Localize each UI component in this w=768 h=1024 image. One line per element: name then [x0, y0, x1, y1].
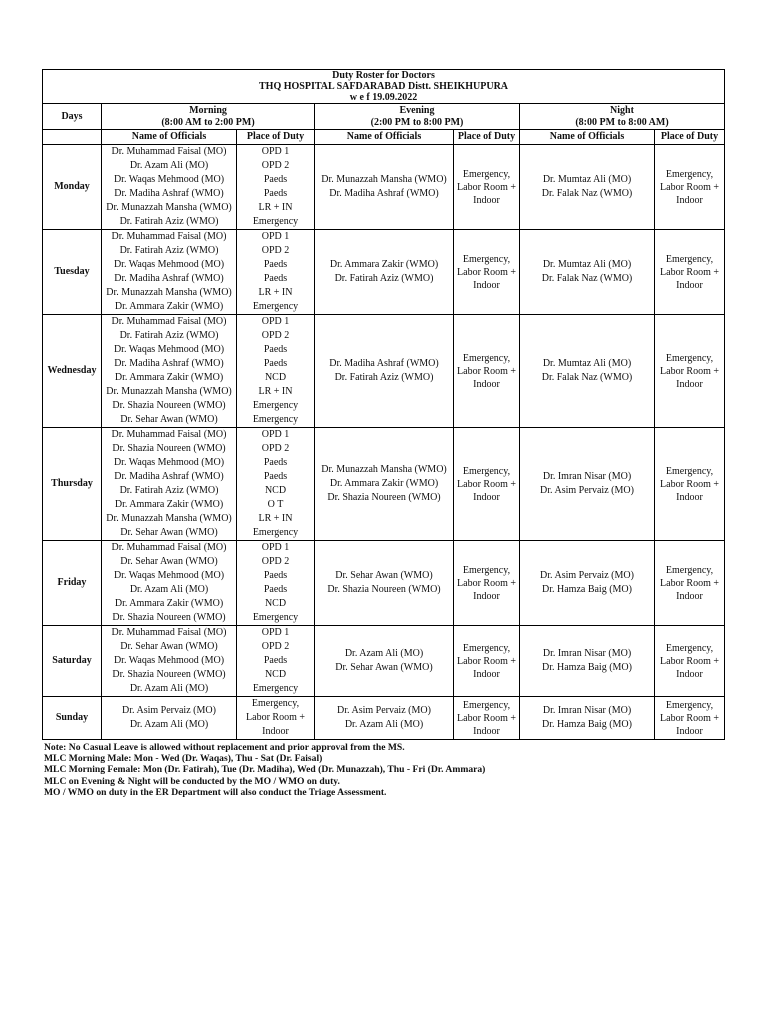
place-of-duty: Indoor [676, 725, 703, 737]
place-of-duty: Emergency, [462, 699, 511, 711]
note-line: Note: No Casual Leave is allowed without replacement and prior approval from the MS. [44, 742, 405, 753]
morning-officials-cell [102, 428, 237, 541]
place-of-duty: Indoor [676, 668, 703, 680]
place-of-duty: Indoor [676, 279, 703, 291]
official-name: Dr. Waqas Mehmood (MO) [113, 655, 225, 666]
official-name: Dr. Imran Nisar (MO) [542, 648, 632, 659]
official-name: Dr. Azam Ali (MO) [344, 648, 424, 659]
place-of-duty: Indoor [473, 194, 500, 206]
place-of-duty: Emergency [252, 612, 299, 623]
night-place-cell [655, 428, 725, 541]
night-place-cell [655, 697, 725, 740]
official-name: Dr. Munazzah Mansha (WMO) [106, 386, 232, 397]
place-of-duty: Indoor [676, 590, 703, 602]
place-of-duty: NCD [264, 669, 287, 680]
official-name: Dr. Hamza Baig (MO) [542, 719, 632, 730]
night-officials-cell [520, 626, 655, 697]
official-name: Dr. Fatirah Aziz (WMO) [119, 330, 219, 341]
place-of-duty: Emergency [252, 683, 299, 694]
note-line: MLC Morning Female: Mon (Dr. Fatirah), Tue (Dr. Madiha), Wed (Dr. Munazzah), Thu - Fri (Dr. Ammara) [44, 764, 486, 776]
place-of-duty: NCD [264, 598, 287, 609]
place-of-duty: Emergency, [462, 352, 511, 364]
place-of-duty: Indoor [473, 725, 500, 737]
official-name: Dr. Sehar Awan (WMO) [120, 527, 218, 538]
night-shift-name: Night [610, 104, 634, 116]
official-name: Dr. Madiha Ashraf (WMO) [114, 471, 224, 482]
morning-place-cell [237, 145, 315, 230]
place-of-duty: OPD 1 [261, 146, 290, 157]
morning-officials-header: Name of Officials [102, 130, 237, 145]
place-of-duty: OPD 2 [261, 245, 290, 256]
official-name: Dr. Shazia Noureen (WMO) [112, 669, 226, 680]
official-name: Dr. Waqas Mehmood (MO) [113, 570, 225, 581]
evening-shift-header [315, 104, 520, 130]
place-of-duty: Emergency, [462, 465, 511, 477]
official-name: Dr. Shazia Noureen (WMO) [112, 443, 226, 454]
morning-officials-cell [102, 541, 237, 626]
official-name: Dr. Azam Ali (MO) [129, 683, 209, 694]
morning-officials-cell [102, 697, 237, 740]
evening-officials-cell [315, 428, 454, 541]
official-name: Dr. Ammara Zakir (WMO) [114, 301, 224, 312]
official-name: Dr. Azam Ali (MO) [129, 160, 209, 171]
day-name: Sunday [43, 697, 102, 740]
day-row [43, 145, 725, 230]
official-name: Dr. Falak Naz (WMO) [541, 273, 633, 284]
official-name: Dr. Munazzah Mansha (WMO) [106, 202, 232, 213]
official-name: Dr. Muhammad Faisal (MO) [111, 231, 227, 242]
official-name: Dr. Sehar Awan (WMO) [335, 662, 433, 673]
place-of-duty: Indoor [262, 726, 289, 737]
morning-shift-header [102, 104, 315, 130]
evening-officials-cell [315, 230, 454, 315]
place-of-duty: OPD 2 [261, 160, 290, 171]
place-of-duty: OPD 2 [261, 330, 290, 341]
morning-place-header: Place of Duty [237, 130, 315, 145]
official-name: Dr. Shazia Noureen (WMO) [327, 584, 441, 595]
night-place-header: Place of Duty [655, 130, 725, 145]
evening-officials-cell [315, 626, 454, 697]
place-of-duty: OPD 1 [261, 429, 290, 440]
evening-officials-cell [315, 541, 454, 626]
place-of-duty: Indoor [676, 194, 703, 206]
official-name: Dr. Ammara Zakir (WMO) [114, 499, 224, 510]
official-name: Dr. Shazia Noureen (WMO) [112, 400, 226, 411]
place-of-duty: NCD [264, 485, 287, 496]
official-name: Dr. Fatirah Aziz (WMO) [119, 216, 219, 227]
note-line: MO / WMO on duty in the ER Department will also conduct the Triage Assessment. [44, 786, 387, 798]
official-name: Dr. Fatirah Aziz (WMO) [334, 372, 434, 383]
hospital-name: THQ HOSPITAL SAFDARABAD Distt. SHEIKHUPURA [259, 81, 509, 92]
place-of-duty: Emergency, [462, 564, 511, 576]
morning-place-cell [237, 541, 315, 626]
place-of-duty: Emergency, [462, 642, 511, 654]
place-of-duty: NCD [264, 372, 287, 383]
place-of-duty: Paeds [263, 570, 288, 581]
place-of-duty: OPD 2 [261, 641, 290, 652]
official-name: Dr. Muhammad Faisal (MO) [111, 146, 227, 157]
evening-place-cell [454, 145, 520, 230]
official-name: Dr. Madiha Ashraf (WMO) [329, 188, 439, 199]
place-of-duty: Emergency, [462, 168, 511, 180]
place-of-duty: Indoor [473, 491, 500, 503]
official-name: Dr. Sehar Awan (WMO) [335, 570, 433, 581]
place-of-duty: OPD 1 [261, 627, 290, 638]
duty-roster-table [42, 69, 725, 740]
place-of-duty: Paeds [263, 584, 288, 595]
place-of-duty: Labor Room + [457, 478, 516, 490]
official-name: Dr. Azam Ali (MO) [129, 584, 209, 595]
day-name: Saturday [43, 626, 102, 697]
night-place-cell [655, 145, 725, 230]
place-of-duty: Paeds [263, 259, 288, 270]
night-place-cell [655, 230, 725, 315]
official-name: Dr. Muhammad Faisal (MO) [111, 542, 227, 553]
place-of-duty: Emergency, [462, 253, 511, 265]
evening-officials-cell [315, 315, 454, 428]
place-of-duty: Emergency, [665, 465, 714, 477]
roster-notes [44, 742, 734, 798]
place-of-duty: Labor Room + [457, 365, 516, 377]
morning-shift-name: Morning [189, 104, 227, 116]
place-of-duty: Paeds [263, 188, 288, 199]
roster-title-block [43, 70, 725, 104]
days-column-spacer [43, 130, 102, 145]
morning-officials-cell [102, 145, 237, 230]
morning-place-cell [237, 428, 315, 541]
evening-officials-cell [315, 697, 454, 740]
official-name: Dr. Munazzah Mansha (WMO) [106, 513, 232, 524]
day-row [43, 541, 725, 626]
evening-officials-header: Name of Officials [315, 130, 454, 145]
place-of-duty: LR + IN [258, 287, 293, 298]
official-name: Dr. Waqas Mehmood (MO) [113, 174, 225, 185]
official-name: Dr. Madiha Ashraf (WMO) [329, 358, 439, 369]
day-name: Wednesday [43, 315, 102, 428]
place-of-duty: Emergency [252, 414, 299, 425]
place-of-duty: Labor Room + [660, 365, 719, 377]
official-name: Dr. Fatirah Aziz (WMO) [334, 273, 434, 284]
official-name: Dr. Waqas Mehmood (MO) [113, 457, 225, 468]
place-of-duty: Labor Room + [457, 712, 516, 724]
place-of-duty: Labor Room + [660, 712, 719, 724]
official-name: Dr. Ammara Zakir (WMO) [329, 259, 439, 270]
place-of-duty: Labor Room + [660, 181, 719, 193]
official-name: Dr. Ammara Zakir (WMO) [329, 478, 439, 489]
official-name: Dr. Azam Ali (MO) [129, 719, 209, 730]
official-name: Dr. Hamza Baig (MO) [542, 584, 632, 595]
place-of-duty: OPD 1 [261, 231, 290, 242]
morning-place-cell [237, 315, 315, 428]
night-officials-cell [520, 541, 655, 626]
night-officials-cell [520, 315, 655, 428]
official-name: Dr. Asim Pervaiz (MO) [540, 570, 634, 581]
official-name: Dr. Sehar Awan (WMO) [120, 414, 218, 425]
place-of-duty: Emergency, [665, 253, 714, 265]
official-name: Dr. Munazzah Mansha (WMO) [321, 174, 447, 185]
official-name: Dr. Mumtaz Ali (MO) [542, 358, 632, 369]
place-of-duty: Labor Room + [457, 577, 516, 589]
night-place-cell [655, 541, 725, 626]
evening-place-cell [454, 697, 520, 740]
place-of-duty: Labor Room + [660, 577, 719, 589]
night-place-cell [655, 315, 725, 428]
official-name: Dr. Muhammad Faisal (MO) [111, 316, 227, 327]
place-of-duty: Emergency [252, 400, 299, 411]
place-of-duty: Labor Room + [457, 181, 516, 193]
day-row [43, 697, 725, 740]
morning-place-cell [237, 626, 315, 697]
place-of-duty: Paeds [263, 358, 288, 369]
place-of-duty: Labor Room + [660, 478, 719, 490]
place-of-duty: Paeds [263, 273, 288, 284]
day-row [43, 315, 725, 428]
night-officials-header: Name of Officials [520, 130, 655, 145]
place-of-duty: Emergency, [665, 699, 714, 711]
official-name: Dr. Sehar Awan (WMO) [120, 641, 218, 652]
official-name: Dr. Asim Pervaiz (MO) [540, 485, 634, 496]
place-of-duty: Indoor [473, 668, 500, 680]
place-of-duty: OPD 1 [261, 542, 290, 553]
official-name: Dr. Imran Nisar (MO) [542, 705, 632, 716]
official-name: Dr. Waqas Mehmood (MO) [113, 259, 225, 270]
night-officials-cell [520, 697, 655, 740]
official-name: Dr. Ammara Zakir (WMO) [114, 372, 224, 383]
place-of-duty: Emergency, [665, 352, 714, 364]
place-of-duty: Emergency, [665, 642, 714, 654]
official-name: Dr. Fatirah Aziz (WMO) [119, 245, 219, 256]
official-name: Dr. Imran Nisar (MO) [542, 471, 632, 482]
days-header: Days [43, 104, 102, 130]
evening-officials-cell [315, 145, 454, 230]
place-of-duty: LR + IN [258, 202, 293, 213]
place-of-duty: Indoor [473, 378, 500, 390]
night-shift-time: (8:00 PM to 8:00 AM) [575, 116, 669, 128]
place-of-duty: Emergency [252, 216, 299, 227]
evening-place-header: Place of Duty [454, 130, 520, 145]
place-of-duty: Emergency [252, 527, 299, 538]
effective-date: w e f 19.09.2022 [349, 92, 418, 103]
morning-officials-cell [102, 315, 237, 428]
evening-place-cell [454, 626, 520, 697]
official-name: Dr. Munazzah Mansha (WMO) [321, 464, 447, 475]
place-of-duty: Labor Room + [660, 655, 719, 667]
evening-place-cell [454, 315, 520, 428]
day-name: Monday [43, 145, 102, 230]
day-row [43, 626, 725, 697]
official-name: Dr. Hamza Baig (MO) [542, 662, 632, 673]
official-name: Dr. Mumtaz Ali (MO) [542, 174, 632, 185]
day-name: Friday [43, 541, 102, 626]
place-of-duty: LR + IN [258, 386, 293, 397]
place-of-duty: OPD 2 [261, 556, 290, 567]
night-officials-cell [520, 230, 655, 315]
night-officials-cell [520, 145, 655, 230]
official-name: Dr. Falak Naz (WMO) [541, 372, 633, 383]
evening-place-cell [454, 230, 520, 315]
morning-place-cell [237, 230, 315, 315]
morning-place-cell [237, 697, 315, 740]
place-of-duty: Emergency, [665, 168, 714, 180]
day-name: Tuesday [43, 230, 102, 315]
roster-title: Duty Roster for Doctors [332, 70, 435, 81]
place-of-duty: Indoor [676, 491, 703, 503]
place-of-duty: Paeds [263, 655, 288, 666]
official-name: Dr. Asim Pervaiz (MO) [337, 705, 431, 716]
place-of-duty: Labor Room + [660, 266, 719, 278]
night-shift-header [520, 104, 725, 130]
place-of-duty: Indoor [473, 279, 500, 291]
place-of-duty: Emergency [252, 301, 299, 312]
place-of-duty: OPD 2 [261, 443, 290, 454]
evening-place-cell [454, 541, 520, 626]
night-place-cell [655, 626, 725, 697]
day-row [43, 230, 725, 315]
official-name: Dr. Shazia Noureen (WMO) [112, 612, 226, 623]
official-name: Dr. Sehar Awan (WMO) [120, 556, 218, 567]
evening-place-cell [454, 428, 520, 541]
note-line: MLC Morning Male: Mon - Wed (Dr. Waqas), Thu - Sat (Dr. Faisal) [44, 753, 323, 765]
place-of-duty: Emergency, [251, 698, 300, 709]
official-name: Dr. Munazzah Mansha (WMO) [106, 287, 232, 298]
official-name: Dr. Muhammad Faisal (MO) [111, 627, 227, 638]
official-name: Dr. Madiha Ashraf (WMO) [114, 273, 224, 284]
official-name: Dr. Madiha Ashraf (WMO) [114, 188, 224, 199]
day-name: Thursday [43, 428, 102, 541]
place-of-duty: OPD 1 [261, 316, 290, 327]
evening-shift-time: (2:00 PM to 8:00 PM) [370, 116, 464, 128]
place-of-duty: Labor Room + [457, 655, 516, 667]
place-of-duty: Paeds [263, 471, 288, 482]
official-name: Dr. Muhammad Faisal (MO) [111, 429, 227, 440]
place-of-duty: Paeds [263, 457, 288, 468]
official-name: Dr. Madiha Ashraf (WMO) [114, 358, 224, 369]
place-of-duty: O T [267, 499, 284, 510]
official-name: Dr. Mumtaz Ali (MO) [542, 259, 632, 270]
place-of-duty: Labor Room + [457, 266, 516, 278]
official-name: Dr. Waqas Mehmood (MO) [113, 344, 225, 355]
official-name: Dr. Azam Ali (MO) [344, 719, 424, 730]
official-name: Dr. Ammara Zakir (WMO) [114, 598, 224, 609]
place-of-duty: Paeds [263, 344, 288, 355]
day-row [43, 428, 725, 541]
place-of-duty: Indoor [473, 590, 500, 602]
place-of-duty: Paeds [263, 174, 288, 185]
official-name: Dr. Falak Naz (WMO) [541, 188, 633, 199]
official-name: Dr. Asim Pervaiz (MO) [122, 705, 216, 716]
place-of-duty: Labor Room + [246, 712, 305, 723]
morning-officials-cell [102, 230, 237, 315]
official-name: Dr. Shazia Noureen (WMO) [327, 492, 441, 503]
place-of-duty: Emergency, [665, 564, 714, 576]
note-line: MLC on Evening & Night will be conducted by the MO / WMO on duty. [44, 775, 340, 787]
morning-shift-time: (8:00 AM to 2:00 PM) [161, 116, 255, 128]
evening-shift-name: Evening [399, 104, 435, 116]
morning-officials-cell [102, 626, 237, 697]
official-name: Dr. Fatirah Aziz (WMO) [119, 485, 219, 496]
place-of-duty: LR + IN [258, 513, 293, 524]
place-of-duty: Indoor [676, 378, 703, 390]
night-officials-cell [520, 428, 655, 541]
